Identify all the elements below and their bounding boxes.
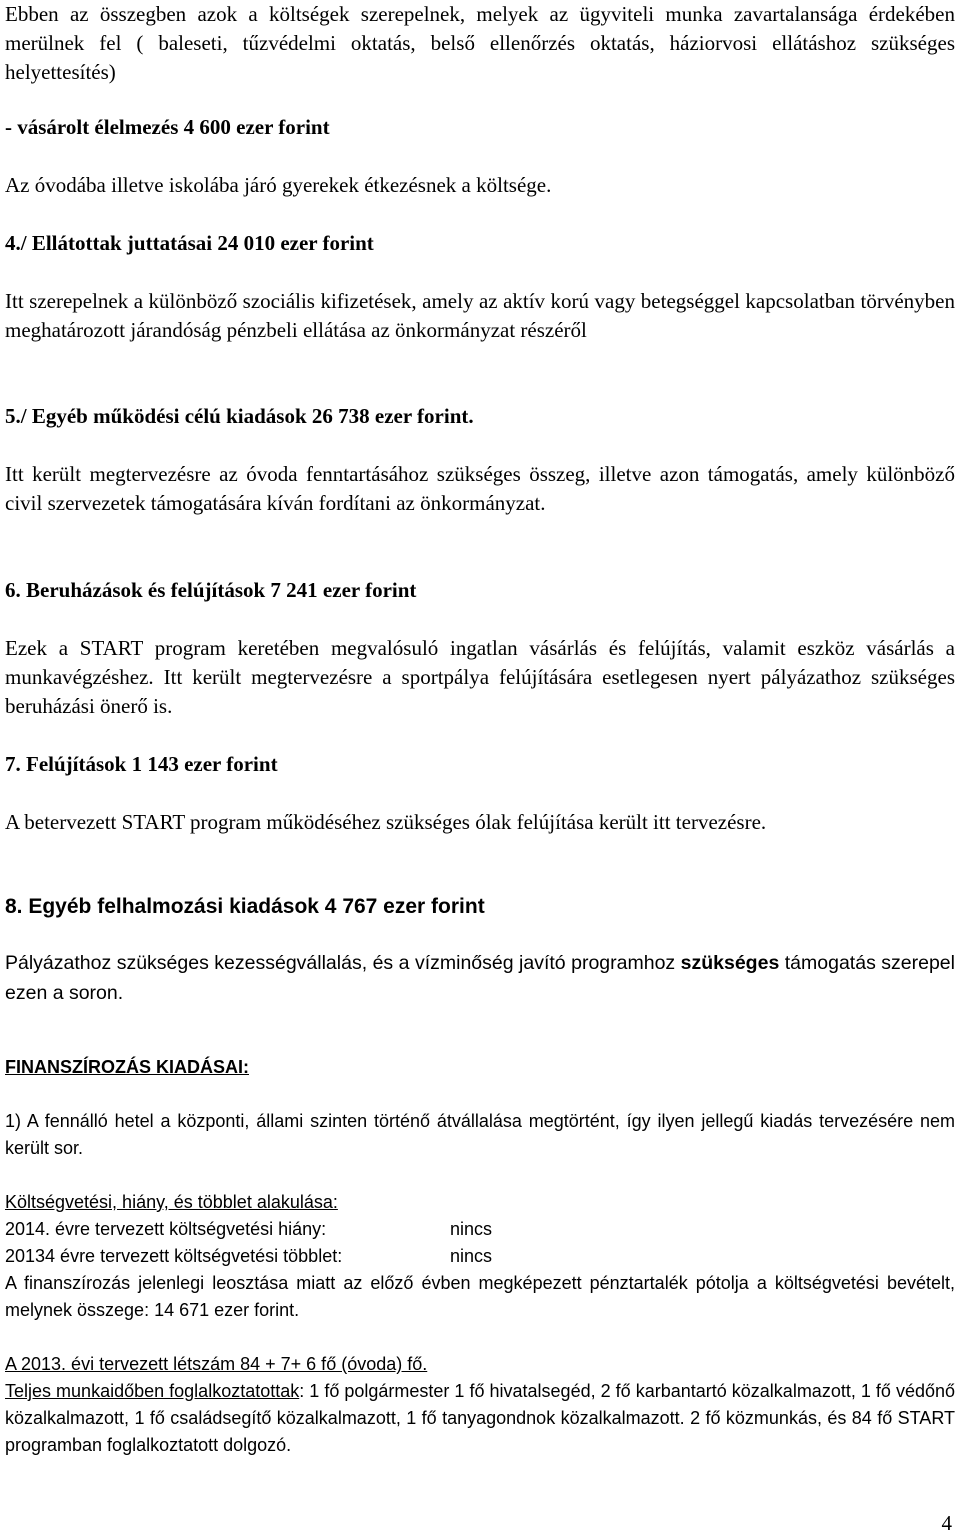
section-4-paragraph: Itt szerepelnek a különböző szociális kifizetések, amely az aktív korú vagy betegséggel kapcsolatban törvényben meghatározott járandóság pénzbeli ellátása az önkormányzat részéről [5,289,955,342]
section-5-paragraph: Itt került megtervezésre az óvoda fenntartásához szükséges összeg, illetve azon támogatás, amely különböző civil szervezetek támogatására kíván fordítani az önkormányzat. [5,462,955,515]
financing-heading: FINANSZÍROZÁS KIADÁSAI: [5,1057,249,1077]
section-4-heading: 4./ Ellátottak juttatásai 24 010 ezer forint [5,231,374,255]
section-8-text-bold: szükséges [680,952,780,974]
surplus-row [5,1243,955,1270]
section-8-paragraph [5,948,955,1008]
section-8-text-c: támogatás szerepel ezen a soron. [5,952,955,1004]
staff-paragraph [5,1378,955,1459]
section-7-heading: 7. Felújítások 1 143 ezer forint [5,752,278,776]
section-7-paragraph: A betervezett START program működéséhez szükséges ólak felújítása került itt tervezésre. [5,810,767,834]
deficit-label: 2014. évre tervezett költségvetési hiány: [5,1219,327,1239]
staff-text: : 1 fő polgármester 1 fő hivatalsegéd, 2 fő karbantartó közalkalmazott, 1 fő védőnő közalkalmazott, 1 fő családsegítő közalkalmazott, 1 fő tanyagondnok közalkalmazott. 2 fő közmunkás, és 84 fő START programban foglalkoztatott dolgozó. [5,1381,955,1455]
food-paragraph: Az óvodába illetve iskolába járó gyerekek étkezésnek a költsége. [5,173,552,197]
intro-paragraph: Ebben az összegben azok a költségek szerepelnek, melyek az ügyviteli munka zavartalansága érdekében merülnek fel ( baleseti, tűzvédelmi oktatás, belső ellenőrzés oktatás, háziorvosi ellátáshoz szükséges helyettesítés) [5,2,955,84]
section-8-text-a: Pályázathoz szükséges kezességvállalás, és a vízminőség javító programhoz [5,952,681,974]
section-5-heading: 5./ Egyéb működési célú kiadások 26 738 ezer forint. [5,404,474,428]
financing-paragraph: 1) A fennálló hetel a központi, állami szinten történő átvállalása megtörtént, így ilyen jellegű kiadás tervezésére nem került sor. [5,1111,955,1158]
staff-heading: A 2013. évi tervezett létszám 84 + 7+ 6 fő (óvoda) fő. [5,1354,428,1374]
food-heading: - vásárolt élelmezés 4 600 ezer forint [5,115,330,139]
deficit-row [5,1216,955,1243]
budget-heading: Költségvetési, hiány, és többlet alakulása: [5,1192,338,1212]
section-6-heading: 6. Beruházások és felújítások 7 241 ezer forint [5,578,417,602]
surplus-label: 20134 évre tervezett költségvetési többlet: [5,1246,343,1266]
budget-paragraph: A finanszírozás jelenlegi leosztása miatt az előző évben megképezett pénztartalék pótolja a költségvetési bevételt, melynek összege: 14 671 ezer forint. [5,1273,955,1320]
staff-label: Teljes munkaidőben foglalkoztatottak [5,1381,300,1401]
surplus-value: nincs [450,1246,493,1266]
section-8-heading: 8. Egyéb felhalmozási kiadások 4 767 ezer forint [5,895,485,918]
section-6-paragraph: Ezek a START program keretében megvalósuló ingatlan vásárlás és felújítás, valamit eszköz vásárlás a munkavégzéshez. Itt került megtervezésre a sportpálya felújítására esetlegesen nyert pályázathoz szükséges beruházási önerő is. [5,636,955,718]
deficit-value: nincs [450,1219,493,1239]
page-number: 4 [941,1511,952,1535]
